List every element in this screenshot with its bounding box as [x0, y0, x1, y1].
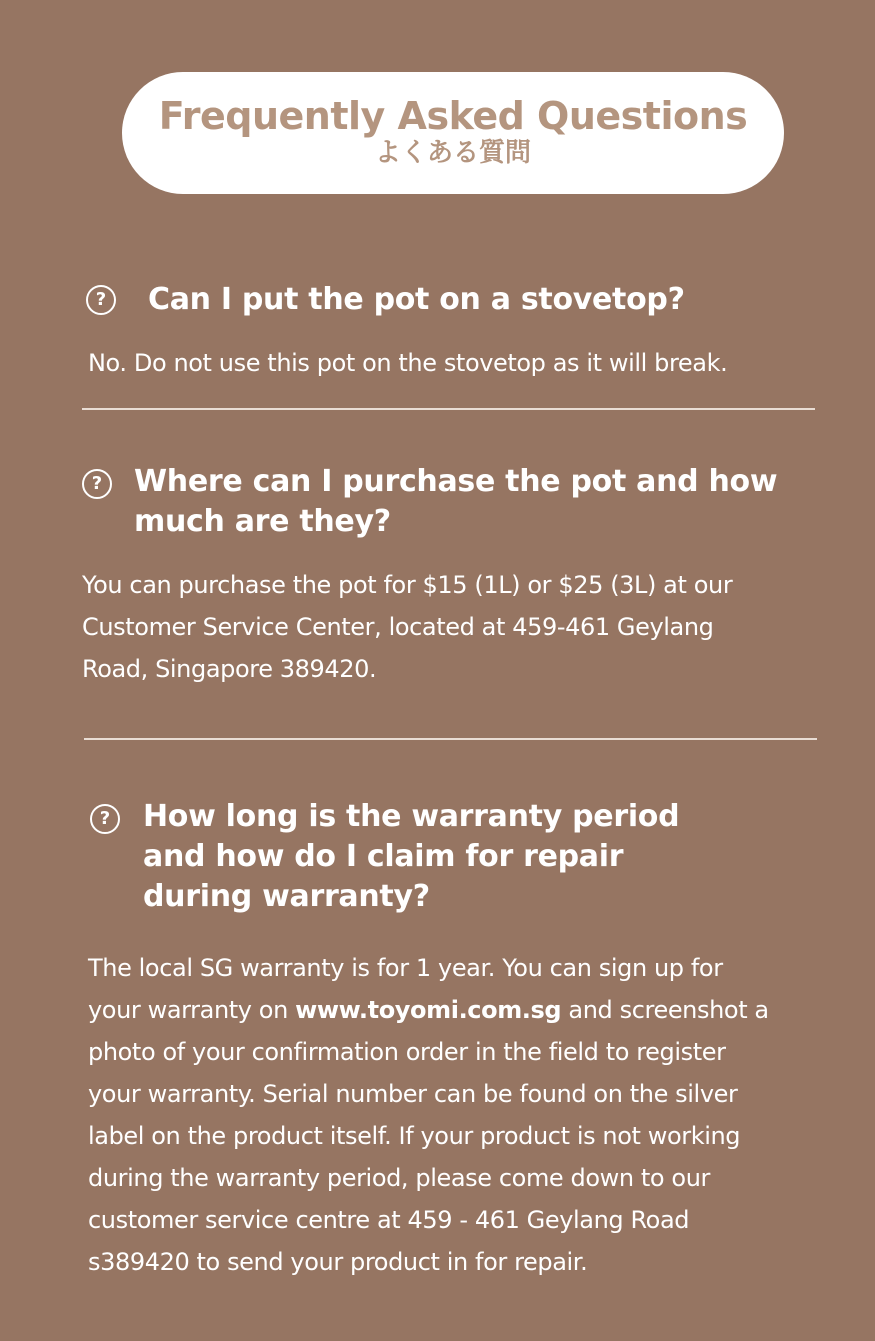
- warranty-website-link[interactable]: www.toyomi.com.sg: [295, 996, 562, 1024]
- faq-divider: [84, 738, 817, 740]
- faq-answer-line: during the warranty period, please come down to our: [88, 1164, 710, 1192]
- question-circle-icon: ?: [82, 469, 112, 499]
- question-circle-icon: ?: [86, 285, 116, 315]
- faq-answer-line: [88, 989, 769, 1031]
- faq-answer-line: The local SG warranty is for 1 year. You can sign up for: [88, 954, 723, 982]
- header-pill: [122, 72, 784, 194]
- faq-answer-line: your warranty. Serial number can be found on the silver: [88, 1080, 738, 1108]
- faq-answer-line: label on the product itself. If your product is not working: [88, 1122, 741, 1150]
- faq-question-line: and how do I claim for repair: [143, 839, 624, 874]
- faq-question-line: much are they?: [134, 504, 391, 539]
- faq-question-line: during warranty?: [143, 879, 430, 914]
- faq-answer: No. Do not use this pot on the stovetop as it will break.: [88, 349, 728, 377]
- page-title: Frequently Asked Questions: [158, 94, 748, 138]
- faq-answer-line: You can purchase the pot for $15 (1L) or $25 (3L) at our: [82, 571, 733, 599]
- faq-answer-line: customer service centre at 459 - 461 Geylang Road: [88, 1206, 690, 1234]
- faq-question: Can I put the pot on a stovetop?: [148, 282, 685, 317]
- question-circle-icon: ?: [90, 804, 120, 834]
- faq-answer-line: Road, Singapore 389420.: [82, 655, 377, 683]
- answer-text-segment: and screenshot a: [561, 996, 769, 1024]
- faq-answer-line: s389420 to send your product in for repair.: [88, 1248, 588, 1276]
- faq-answer-line: Customer Service Center, located at 459-461 Geylang: [82, 613, 714, 641]
- faq-question-line: How long is the warranty period: [143, 799, 680, 834]
- page-subtitle: よくある質問: [374, 138, 531, 168]
- faq-question-line: Where can I purchase the pot and how: [134, 464, 778, 499]
- faq-divider: [82, 408, 815, 410]
- faq-answer-line: photo of your confirmation order in the field to register: [88, 1038, 726, 1066]
- answer-text-segment: your warranty on: [88, 996, 296, 1024]
